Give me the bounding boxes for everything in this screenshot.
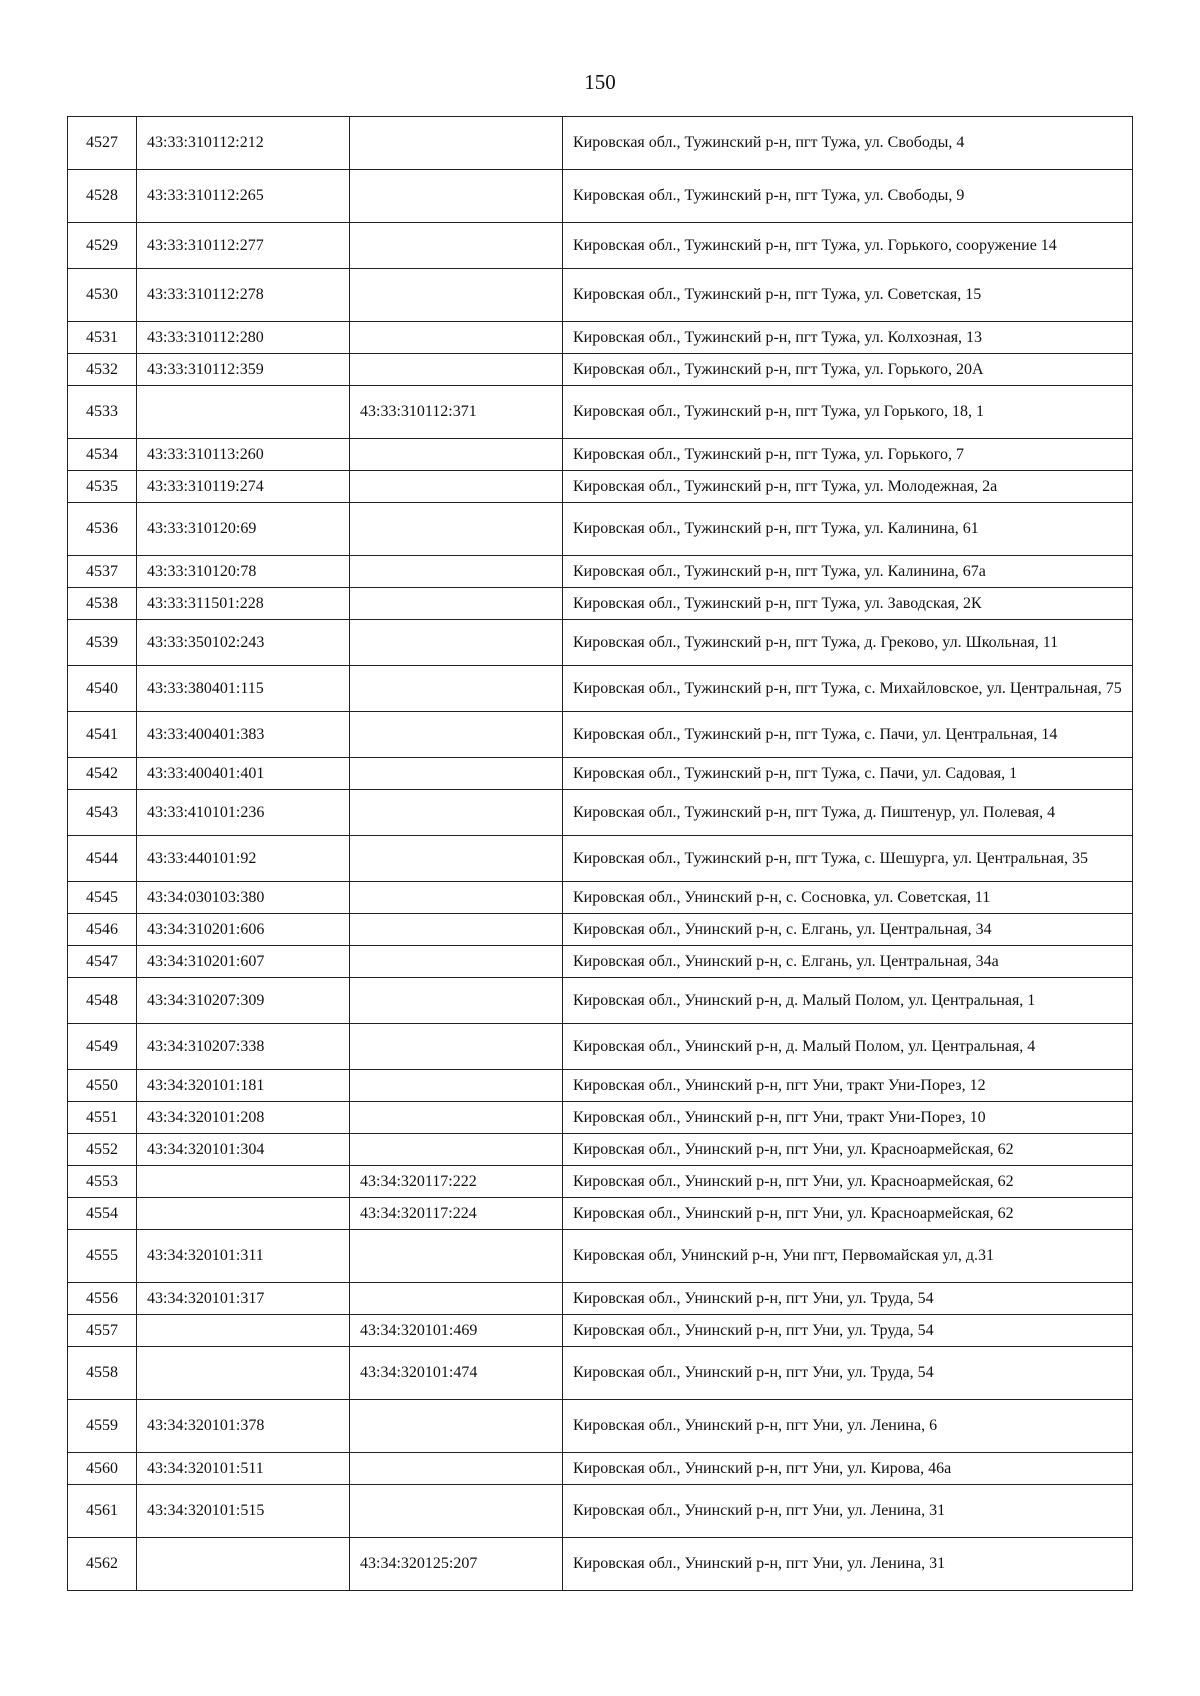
address: Кировская обл., Унинский р-н, с. Елгань, ул. Центральная, 34а xyxy=(563,946,1133,978)
cadastral-number: 43:33:310120:69 xyxy=(137,503,350,556)
cadastral-number: 43:34:320101:181 xyxy=(137,1070,350,1102)
cadastral-number xyxy=(137,1166,350,1198)
address: Кировская обл., Тужинский р-н, пгт Тужа, с. Шешурга, ул. Центральная, 35 xyxy=(563,836,1133,882)
address: Кировская обл., Тужинский р-н, пгт Тужа, ул. Горького, сооружение 14 xyxy=(563,223,1133,269)
row-number: 4556 xyxy=(68,1283,137,1315)
table-row xyxy=(68,269,1133,322)
cadastral-number: 43:33:350102:243 xyxy=(137,620,350,666)
related-cadastral-number xyxy=(350,117,563,170)
row-number: 4537 xyxy=(68,556,137,588)
row-number: 4535 xyxy=(68,471,137,503)
cadastral-number: 43:33:310112:280 xyxy=(137,322,350,354)
cadastral-number: 43:33:310120:78 xyxy=(137,556,350,588)
cadastral-number: 43:33:400401:383 xyxy=(137,712,350,758)
address: Кировская обл., Тужинский р-н, пгт Тужа, с. Пачи, ул. Садовая, 1 xyxy=(563,758,1133,790)
related-cadastral-number: 43:33:310112:371 xyxy=(350,386,563,439)
address: Кировская обл., Тужинский р-н, пгт Тужа, ул. Свободы, 4 xyxy=(563,117,1133,170)
table-row xyxy=(68,1485,1133,1538)
address: Кировская обл., Унинский р-н, пгт Уни, ул. Ленина, 31 xyxy=(563,1485,1133,1538)
related-cadastral-number xyxy=(350,946,563,978)
registry-table xyxy=(67,116,1133,1591)
cadastral-number: 43:34:310207:338 xyxy=(137,1024,350,1070)
row-number: 4550 xyxy=(68,1070,137,1102)
related-cadastral-number xyxy=(350,1102,563,1134)
related-cadastral-number xyxy=(350,1134,563,1166)
address: Кировская обл., Тужинский р-н, пгт Тужа, д. Греково, ул. Школьная, 11 xyxy=(563,620,1133,666)
row-number: 4546 xyxy=(68,914,137,946)
address: Кировская обл., Унинский р-н, д. Малый Полом, ул. Центральная, 4 xyxy=(563,1024,1133,1070)
address: Кировская обл., Тужинский р-н, пгт Тужа, с. Пачи, ул. Центральная, 14 xyxy=(563,712,1133,758)
address: Кировская обл., Унинский р-н, пгт Уни, ул. Труда, 54 xyxy=(563,1347,1133,1400)
row-number: 4557 xyxy=(68,1315,137,1347)
related-cadastral-number xyxy=(350,790,563,836)
address: Кировская обл., Тужинский р-н, пгт Тужа, ул. Калинина, 61 xyxy=(563,503,1133,556)
address: Кировская обл., Тужинский р-н, пгт Тужа, ул. Советская, 15 xyxy=(563,269,1133,322)
related-cadastral-number xyxy=(350,223,563,269)
cadastral-number: 43:34:320101:378 xyxy=(137,1400,350,1453)
related-cadastral-number: 43:34:320117:224 xyxy=(350,1198,563,1230)
related-cadastral-number xyxy=(350,269,563,322)
table-row xyxy=(68,170,1133,223)
address: Кировская обл., Тужинский р-н, пгт Тужа, ул Горького, 18, 1 xyxy=(563,386,1133,439)
address: Кировская обл, Унинский р-н, Уни пгт, Первомайская ул, д.31 xyxy=(563,1230,1133,1283)
row-number: 4538 xyxy=(68,588,137,620)
table-row xyxy=(68,322,1133,354)
cadastral-number: 43:33:310112:265 xyxy=(137,170,350,223)
row-number: 4528 xyxy=(68,170,137,223)
related-cadastral-number xyxy=(350,978,563,1024)
table-row xyxy=(68,1102,1133,1134)
address: Кировская обл., Унинский р-н, пгт Уни, ул. Красноармейская, 62 xyxy=(563,1198,1133,1230)
cadastral-number: 43:34:320101:311 xyxy=(137,1230,350,1283)
cadastral-number: 43:34:320101:317 xyxy=(137,1283,350,1315)
cadastral-number: 43:33:380401:115 xyxy=(137,666,350,712)
related-cadastral-number: 43:34:320125:207 xyxy=(350,1538,563,1591)
cadastral-number xyxy=(137,386,350,439)
related-cadastral-number xyxy=(350,354,563,386)
cadastral-number: 43:33:310112:278 xyxy=(137,269,350,322)
cadastral-number: 43:34:310201:606 xyxy=(137,914,350,946)
table-row xyxy=(68,1315,1133,1347)
table-row xyxy=(68,503,1133,556)
related-cadastral-number xyxy=(350,666,563,712)
table-row xyxy=(68,790,1133,836)
table-row xyxy=(68,758,1133,790)
table-row xyxy=(68,223,1133,269)
address: Кировская обл., Тужинский р-н, пгт Тужа, ул. Молодежная, 2а xyxy=(563,471,1133,503)
related-cadastral-number xyxy=(350,1400,563,1453)
related-cadastral-number: 43:34:320101:474 xyxy=(350,1347,563,1400)
table-row xyxy=(68,712,1133,758)
table-row xyxy=(68,666,1133,712)
address: Кировская обл., Унинский р-н, пгт Уни, ул. Ленина, 6 xyxy=(563,1400,1133,1453)
table-row xyxy=(68,354,1133,386)
related-cadastral-number xyxy=(350,439,563,471)
related-cadastral-number xyxy=(350,170,563,223)
address: Кировская обл., Унинский р-н, пгт Уни, тракт Уни-Порез, 10 xyxy=(563,1102,1133,1134)
row-number: 4559 xyxy=(68,1400,137,1453)
row-number: 4555 xyxy=(68,1230,137,1283)
address: Кировская обл., Унинский р-н, пгт Уни, ул. Ленина, 31 xyxy=(563,1538,1133,1591)
row-number: 4530 xyxy=(68,269,137,322)
cadastral-number: 43:34:320101:511 xyxy=(137,1453,350,1485)
address: Кировская обл., Унинский р-н, пгт Уни, ул. Труда, 54 xyxy=(563,1315,1133,1347)
address: Кировская обл., Тужинский р-н, пгт Тужа, ул. Свободы, 9 xyxy=(563,170,1133,223)
address: Кировская обл., Тужинский р-н, пгт Тужа, ул. Горького, 20А xyxy=(563,354,1133,386)
related-cadastral-number xyxy=(350,882,563,914)
table-row xyxy=(68,386,1133,439)
related-cadastral-number: 43:34:320101:469 xyxy=(350,1315,563,1347)
row-number: 4562 xyxy=(68,1538,137,1591)
cadastral-number: 43:33:310113:260 xyxy=(137,439,350,471)
table-row xyxy=(68,882,1133,914)
table-row xyxy=(68,914,1133,946)
row-number: 4542 xyxy=(68,758,137,790)
row-number: 4529 xyxy=(68,223,137,269)
address: Кировская обл., Унинский р-н, д. Малый Полом, ул. Центральная, 1 xyxy=(563,978,1133,1024)
related-cadastral-number xyxy=(350,1230,563,1283)
row-number: 4560 xyxy=(68,1453,137,1485)
cadastral-number xyxy=(137,1198,350,1230)
table-row xyxy=(68,1198,1133,1230)
page-number: 150 xyxy=(584,70,616,94)
related-cadastral-number xyxy=(350,588,563,620)
row-number: 4553 xyxy=(68,1166,137,1198)
cadastral-number: 43:33:310119:274 xyxy=(137,471,350,503)
related-cadastral-number xyxy=(350,1485,563,1538)
cadastral-number xyxy=(137,1315,350,1347)
address: Кировская обл., Унинский р-н, пгт Уни, ул. Кирова, 46а xyxy=(563,1453,1133,1485)
related-cadastral-number xyxy=(350,503,563,556)
cadastral-number: 43:34:320101:208 xyxy=(137,1102,350,1134)
cadastral-number: 43:33:400401:401 xyxy=(137,758,350,790)
row-number: 4531 xyxy=(68,322,137,354)
related-cadastral-number xyxy=(350,1070,563,1102)
table-row xyxy=(68,588,1133,620)
related-cadastral-number xyxy=(350,322,563,354)
row-number: 4533 xyxy=(68,386,137,439)
table-row xyxy=(68,620,1133,666)
row-number: 4536 xyxy=(68,503,137,556)
table-row xyxy=(68,1538,1133,1591)
related-cadastral-number xyxy=(350,914,563,946)
cadastral-number: 43:34:310201:607 xyxy=(137,946,350,978)
address: Кировская обл., Унинский р-н, с. Сосновка, ул. Советская, 11 xyxy=(563,882,1133,914)
address: Кировская обл., Тужинский р-н, пгт Тужа, с. Михайловское, ул. Центральная, 75 xyxy=(563,666,1133,712)
registry-table-body xyxy=(68,117,1133,1591)
table-row xyxy=(68,1166,1133,1198)
address: Кировская обл., Тужинский р-н, пгт Тужа, ул. Калинина, 67а xyxy=(563,556,1133,588)
row-number: 4551 xyxy=(68,1102,137,1134)
row-number: 4540 xyxy=(68,666,137,712)
cadastral-number: 43:33:310112:212 xyxy=(137,117,350,170)
address: Кировская обл., Унинский р-н, с. Елгань, ул. Центральная, 34 xyxy=(563,914,1133,946)
row-number: 4544 xyxy=(68,836,137,882)
table-row xyxy=(68,836,1133,882)
related-cadastral-number xyxy=(350,758,563,790)
address: Кировская обл., Тужинский р-н, пгт Тужа, д. Пиштенур, ул. Полевая, 4 xyxy=(563,790,1133,836)
related-cadastral-number: 43:34:320117:222 xyxy=(350,1166,563,1198)
row-number: 4543 xyxy=(68,790,137,836)
row-number: 4547 xyxy=(68,946,137,978)
table-row xyxy=(68,1283,1133,1315)
table-row xyxy=(68,439,1133,471)
row-number: 4539 xyxy=(68,620,137,666)
related-cadastral-number xyxy=(350,471,563,503)
table-row xyxy=(68,1453,1133,1485)
row-number: 4527 xyxy=(68,117,137,170)
table-row xyxy=(68,471,1133,503)
table-row xyxy=(68,117,1133,170)
row-number: 4534 xyxy=(68,439,137,471)
cadastral-number: 43:34:030103:380 xyxy=(137,882,350,914)
cadastral-number xyxy=(137,1347,350,1400)
cadastral-number: 43:34:310207:309 xyxy=(137,978,350,1024)
table-row xyxy=(68,1134,1133,1166)
row-number: 4561 xyxy=(68,1485,137,1538)
row-number: 4552 xyxy=(68,1134,137,1166)
address: Кировская обл., Тужинский р-н, пгт Тужа, ул. Колхозная, 13 xyxy=(563,322,1133,354)
cadastral-number: 43:34:320101:304 xyxy=(137,1134,350,1166)
cadastral-number: 43:33:310112:277 xyxy=(137,223,350,269)
cadastral-number: 43:34:320101:515 xyxy=(137,1485,350,1538)
row-number: 4554 xyxy=(68,1198,137,1230)
address: Кировская обл., Унинский р-н, пгт Уни, тракт Уни-Порез, 12 xyxy=(563,1070,1133,1102)
table-row xyxy=(68,1070,1133,1102)
cadastral-number: 43:33:311501:228 xyxy=(137,588,350,620)
row-number: 4532 xyxy=(68,354,137,386)
address: Кировская обл., Унинский р-н, пгт Уни, ул. Красноармейская, 62 xyxy=(563,1134,1133,1166)
row-number: 4548 xyxy=(68,978,137,1024)
related-cadastral-number xyxy=(350,712,563,758)
related-cadastral-number xyxy=(350,1024,563,1070)
table-row xyxy=(68,1347,1133,1400)
related-cadastral-number xyxy=(350,556,563,588)
row-number: 4545 xyxy=(68,882,137,914)
table-row xyxy=(68,1230,1133,1283)
address: Кировская обл., Унинский р-н, пгт Уни, ул. Труда, 54 xyxy=(563,1283,1133,1315)
cadastral-number: 43:33:410101:236 xyxy=(137,790,350,836)
related-cadastral-number xyxy=(350,1453,563,1485)
cadastral-number: 43:33:310112:359 xyxy=(137,354,350,386)
table-row xyxy=(68,978,1133,1024)
table-row xyxy=(68,1024,1133,1070)
related-cadastral-number xyxy=(350,836,563,882)
table-row xyxy=(68,946,1133,978)
row-number: 4541 xyxy=(68,712,137,758)
table-row xyxy=(68,1400,1133,1453)
row-number: 4549 xyxy=(68,1024,137,1070)
address: Кировская обл., Тужинский р-н, пгт Тужа, ул. Горького, 7 xyxy=(563,439,1133,471)
address: Кировская обл., Унинский р-н, пгт Уни, ул. Красноармейская, 62 xyxy=(563,1166,1133,1198)
address: Кировская обл., Тужинский р-н, пгт Тужа, ул. Заводская, 2К xyxy=(563,588,1133,620)
cadastral-number xyxy=(137,1538,350,1591)
table-row xyxy=(68,556,1133,588)
related-cadastral-number xyxy=(350,1283,563,1315)
related-cadastral-number xyxy=(350,620,563,666)
cadastral-number: 43:33:440101:92 xyxy=(137,836,350,882)
row-number: 4558 xyxy=(68,1347,137,1400)
